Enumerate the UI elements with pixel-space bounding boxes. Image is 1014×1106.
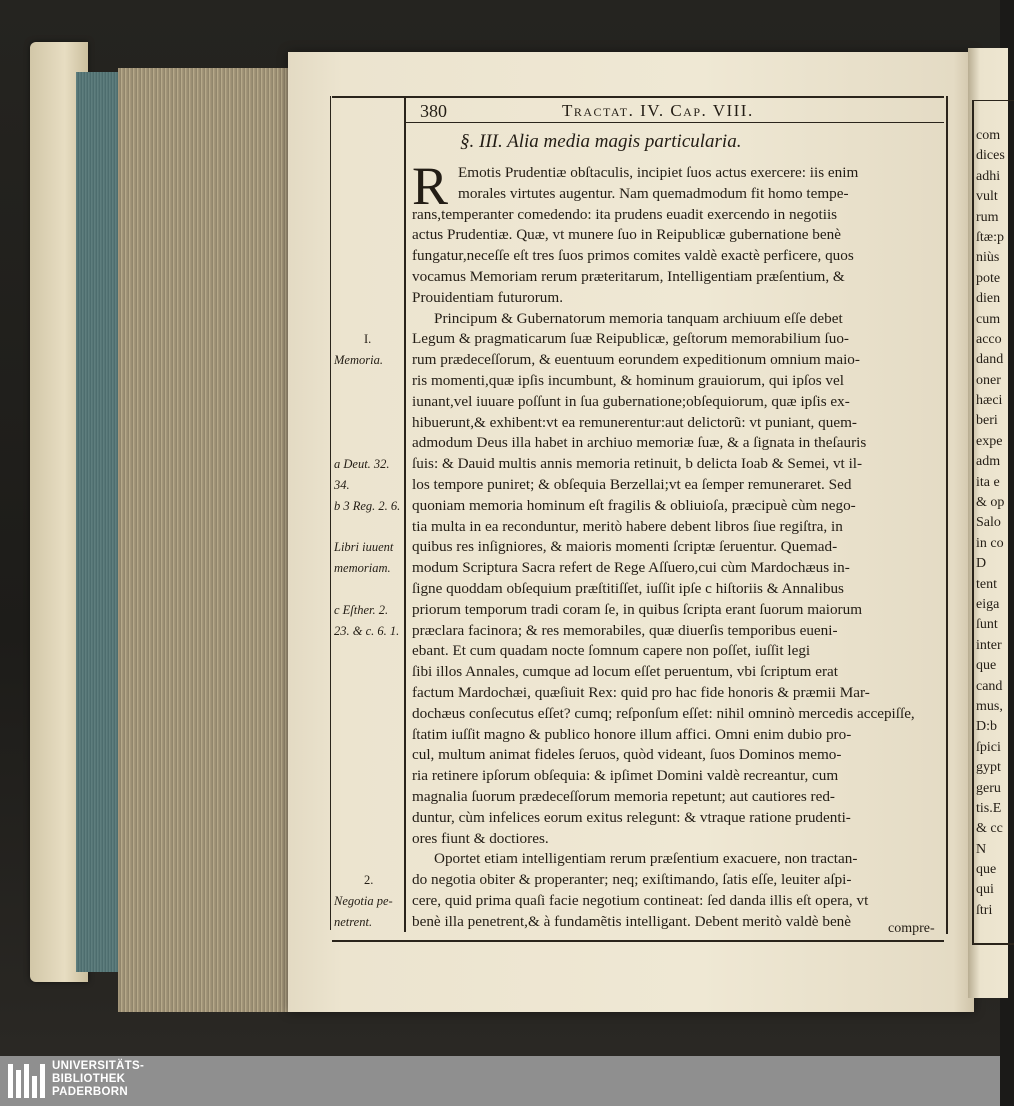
facing-page-line: qui xyxy=(976,882,994,898)
library-name xyxy=(52,1060,144,1099)
text-line: cul, multum animat fideles ſeruos, quòd videant, ſuos Dominos memo- xyxy=(412,746,842,764)
header-rule-secondary xyxy=(406,122,944,123)
facing-page-line: N xyxy=(976,841,987,857)
library-name-line: UNIVERSITÄTS- xyxy=(52,1060,145,1072)
text-line: modum Scriptura Sacra refert de Rege Aſſuero,cui cùm Mardochæus in- xyxy=(412,559,850,577)
margin-note: netrent. xyxy=(334,914,373,929)
text-line: priorum temporum tradi coram ſe, in quibus ſcripta erant ſuorum maiorum xyxy=(412,600,863,618)
margin-note: b 3 Reg. 2. 6. xyxy=(334,498,401,513)
text-line: vocamus Memoriam rerum præteritarum, Intelligentiam præſentium, & xyxy=(412,267,845,285)
margin-note: Libri iuuent xyxy=(334,540,394,555)
catchword: compre- xyxy=(888,921,935,936)
text-line: duntur, cùm infelices eorum exitus relegunt: & vtraque ratione prudenti- xyxy=(412,808,851,826)
text-line: Emotis Prudentiæ obſtaculis, incipiet ſuos actus exercere: iis enim xyxy=(458,164,859,181)
text-line: ria retinere ipſorum obſequia: & ipſimet Domini valdè recreantur, cum xyxy=(412,767,839,785)
facing-page-line: ita e xyxy=(976,474,1000,490)
page-edge xyxy=(118,68,288,1012)
facing-page-line: ſpici xyxy=(976,739,1001,755)
margin-note: a Deut. 32. xyxy=(334,457,390,472)
text-line: factum Mardochæi, quæſiuit Rex: quid pro hac fide honoris & præmii Mar- xyxy=(412,683,870,701)
footer-rule xyxy=(332,940,944,942)
margin-note: 2. xyxy=(364,873,374,888)
facing-page-line: acco xyxy=(976,331,1002,347)
text-line: rum prædeceſſorum, & euentuum eorundem expeditionum omnium maio- xyxy=(412,351,860,369)
text-line: do negotia obiter & properanter; neq; exiſtimando, ſatis eſſe, leuiter aſpi- xyxy=(412,871,852,889)
facing-page-line: mus, xyxy=(976,698,1003,714)
text-line: dochæus conſecutus eſſet? cumq; reſponſum eſſet: nihil omninò mercedis accepiſſe, xyxy=(412,704,915,722)
text-line: ris momenti,quæ ipſis incumbunt, & hominum grauiorum, qui ipſos vel xyxy=(412,371,844,389)
drop-cap: R xyxy=(412,156,449,216)
facing-page-line: expe xyxy=(976,433,1003,449)
section-title: §. III. Alia media magis particularia. xyxy=(460,131,742,152)
facing-page-line: in co xyxy=(976,535,1004,551)
running-head: Tractat. IV. Cap. VIII. xyxy=(562,101,754,120)
facing-page-line: ſtæ:p xyxy=(976,229,1005,245)
text-line: rans,temperanter comedendo: ita prudens euadit exercendo in negotiis xyxy=(412,205,838,223)
text-line: ſigne quoddam obſequium præſtitiſſet, iuſſit ipſe c hiſtoriis & Annalibus xyxy=(412,579,844,597)
margin-note: 23. & c. 6. 1. xyxy=(334,623,400,638)
page-number: 380 xyxy=(420,101,447,121)
text-line: quibus res inſigniores, & maioris momenti ſcriptæ ſeruentur. Quemad- xyxy=(412,538,838,556)
facing-page-line: tis.E xyxy=(976,800,1002,816)
body-text xyxy=(412,156,944,932)
facing-page-line: cum xyxy=(976,311,1001,327)
margin-note: memoriam. xyxy=(334,561,391,576)
text-frame-right xyxy=(946,96,948,934)
facing-page-line: niùs xyxy=(976,250,1000,266)
text-line: cere, quid prima quaſi facie negotium contineat: ſed danda illis eſt opera, vt xyxy=(412,891,869,909)
text-line: præclara facinora; & res memorabiles, quæ diuerſis temporibus eueni- xyxy=(412,621,838,639)
header-rule xyxy=(332,96,944,98)
facing-page-line: pote xyxy=(976,270,1001,286)
text-line: magnalia ſuorum prædeceſſorum memoria repetunt; aut cautiores red- xyxy=(412,787,835,805)
facing-page-line: geru xyxy=(976,780,1001,796)
text-line: Prouidentiam futurorum. xyxy=(412,288,564,306)
text-line: actus Prudentiæ. Quæ, vt munere ſuo in Reipublicæ gubernatione benè xyxy=(412,226,841,244)
text-line: admodum Deus illa habet in archiuo memoriæ ſuæ, & a ſignata in theſauris xyxy=(412,434,867,452)
facing-page-line: cand xyxy=(976,678,1003,694)
text-line: quoniam memoria hominum eſt fragilis & obliuioſa, præcipuè cùm nego- xyxy=(412,496,856,514)
facing-page-line: rum xyxy=(976,209,999,225)
margin-note: Memoria. xyxy=(334,353,383,368)
library-name-line: PADERBORN xyxy=(52,1086,128,1098)
text-line: hibuerunt,& exhibent:vt ea remunerentur:aut delictorũ: vt puniant, quem- xyxy=(412,413,857,431)
facing-page-line: oner xyxy=(976,372,1001,388)
facing-page-line: Salo xyxy=(976,515,1001,531)
facing-page-line: adm xyxy=(976,454,1001,470)
margin-note: I. xyxy=(364,332,372,347)
text-line: ores fiunt & doctiores. xyxy=(412,829,549,847)
library-logo-icon xyxy=(8,1064,48,1098)
text-line: iunant,vel iuuare poſſunt in ſua gubernatione;obſequiorum, quæ ipſis ex- xyxy=(412,392,850,410)
facing-page-line: inter xyxy=(976,637,1002,653)
facing-page-line: D xyxy=(976,556,987,572)
facing-page-line: que xyxy=(976,862,997,878)
text-line: ſtatim iuſſit magno & publico honore illum affici. Omni enim dubio pro- xyxy=(412,725,852,743)
text-line: benè illa penetrent,& à fundamẽtis intelligant. Debent meritò valdè benè xyxy=(412,912,852,930)
facing-page-line: com xyxy=(976,128,1001,143)
facing-page-line: gypt xyxy=(976,760,1001,776)
facing-page-line: & cc xyxy=(976,821,1003,837)
library-footer xyxy=(0,1056,1000,1106)
facing-page-line: & op xyxy=(976,495,1005,511)
library-name-line: BIBLIOTHEK xyxy=(52,1073,126,1085)
facing-page-line: vult xyxy=(976,189,998,205)
text-line: morales virtutes augentur. Nam quemadmodum fit homo tempe- xyxy=(458,184,849,202)
text-line: tia multa in ea reconduntur, meritò habere debent libros ſiue regiſtra, in xyxy=(412,517,843,535)
facing-page-line: eiga xyxy=(976,596,1000,612)
facing-page-line: beri xyxy=(976,413,998,429)
facing-page-line: tent xyxy=(976,576,997,592)
margin-note: Negotia pe- xyxy=(334,894,393,908)
facing-page-text xyxy=(976,126,1006,921)
margin-frame-divider xyxy=(404,96,406,932)
text-line: ſibi illos Annales, cumque ad locum eſſet peruentum, vbi ſcriptum erat xyxy=(412,663,838,681)
margin-frame-left xyxy=(330,96,331,930)
margin-note: c Eſther. 2. xyxy=(334,602,389,617)
text-line: Legum & pragmaticarum ſuæ Reipublicæ, geſtorum memorabilium ſuo- xyxy=(412,330,849,348)
text-line: Principum & Gubernatorum memoria tanquam archiuum eſſe debet xyxy=(434,309,843,327)
facing-page-line: ſtri xyxy=(976,902,993,918)
text-line: fungatur,neceſſe eſt tres ſuos primos comites valdè exactè perficere, quos xyxy=(412,247,854,265)
facing-page-line: dand xyxy=(976,352,1004,368)
facing-page-line: hæci xyxy=(976,393,1003,409)
text-line: los tempore puniret; & obſequia Berzellai;vt ea ſemper remuneraret. Sed xyxy=(412,475,852,493)
text-line: Oportet etiam intelligentiam rerum præſentium exacuere, non tractan- xyxy=(434,850,858,868)
margin-note: 34. xyxy=(334,478,350,492)
facing-page-line: D:b xyxy=(976,719,997,735)
facing-page-line: dien xyxy=(976,291,1001,307)
facing-page-line: ſunt xyxy=(976,617,998,633)
facing-page-line: que xyxy=(976,658,997,674)
text-line: ſuis: & Dauid multis annis memoria retinuit, b delicta Ioab & Semei, vt il- xyxy=(412,455,863,473)
facing-page-line: dices xyxy=(976,148,1005,164)
facing-page-line: adhi xyxy=(976,168,1001,184)
text-line: ebant. Et cum quadam nocte ſomnum capere non poſſet, iuſſit legi xyxy=(412,642,811,660)
